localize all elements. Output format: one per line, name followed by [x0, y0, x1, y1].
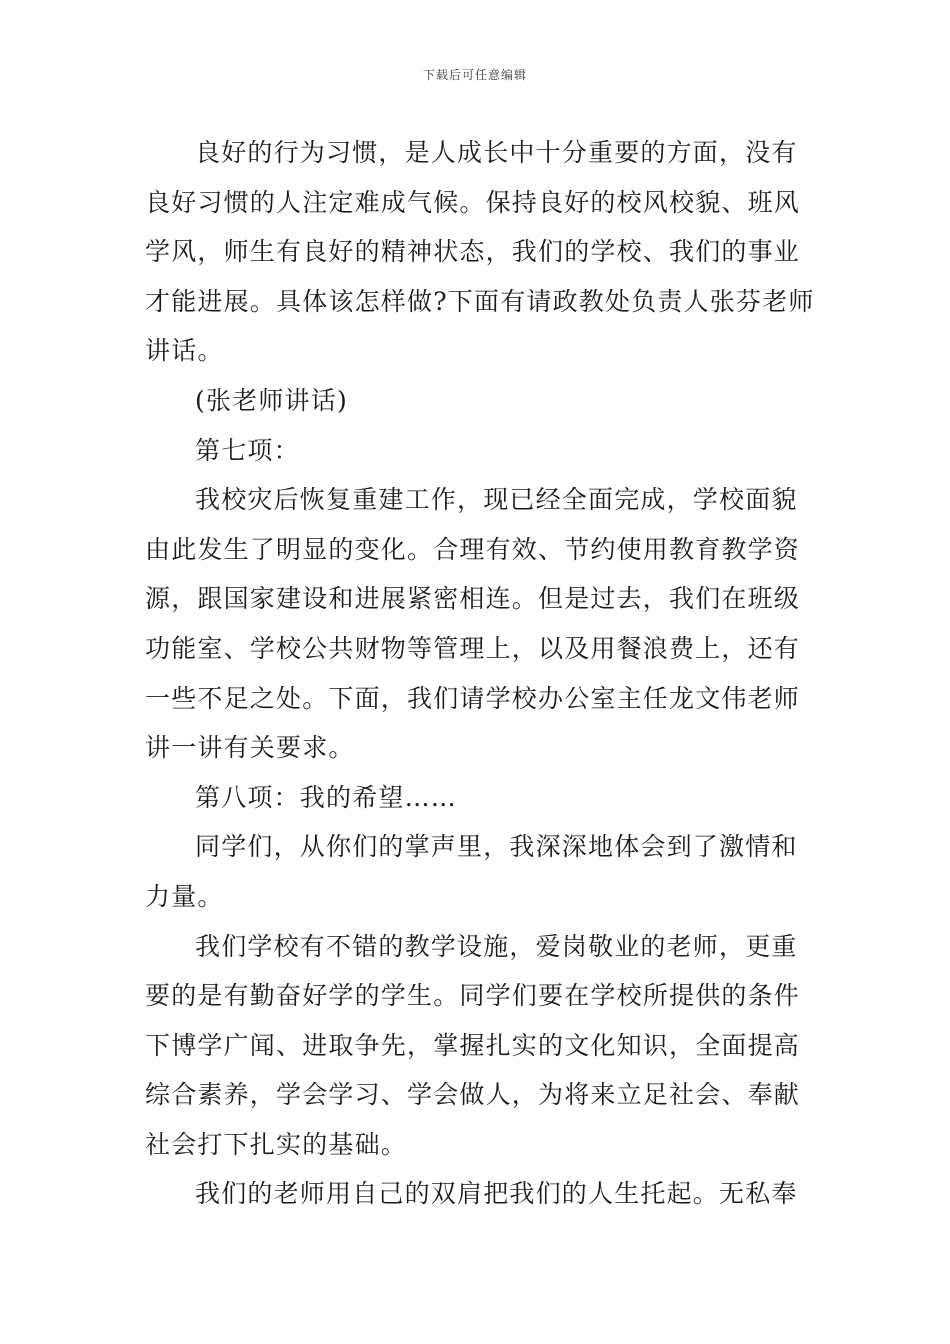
- text-line: 我们的老师用自己的双肩把我们的人生托起。无私奉: [195, 1179, 798, 1209]
- page-header-note: 下载后可任意编辑: [422, 68, 527, 82]
- paragraph-applause: [145, 822, 815, 921]
- text-line: 功能室、学校公共财物等管理上，以及用餐浪费上，还有: [145, 633, 801, 663]
- text-line: 良好的行为习惯，是人成长中十分重要的方面，没有: [195, 138, 798, 167]
- text-line: 要的是有勤奋好学的学生。同学们要在学校所提供的条件: [145, 981, 801, 1011]
- text-line: 综合素养，学会学习、学会做人，为将来立足社会、奉献: [145, 1080, 801, 1110]
- text-line: (张老师讲话): [195, 385, 348, 415]
- text-line: 讲话。: [145, 336, 224, 366]
- text-line: 才能进展。具体该怎样做?下面有请政教处负责人张芬老师: [145, 286, 815, 316]
- text-line: 良好习惯的人注定难成气候。保持良好的校风校貌、班风: [145, 187, 801, 217]
- text-line: 社会打下扎实的基础。: [145, 1129, 408, 1159]
- text-line: 学风，师生有良好的精神状态，我们的学校、我们的事业: [145, 237, 801, 267]
- text-line: 由此发生了明显的变化。合理有效、节约使用教育教学资: [145, 534, 801, 564]
- text-line: 同学们，从你们的掌声里，我深深地体会到了激情和: [195, 832, 798, 862]
- paragraph-school-facilities: [145, 922, 815, 1170]
- text-line: 第七项：: [195, 435, 300, 465]
- text-line: 我校灾后恢复重建工作，现已经全面完成，学校面貌: [195, 485, 798, 515]
- text-line: 下博学广闻、进取争先，掌握扎实的文化知识，全面提高: [145, 1030, 801, 1060]
- item-eight-heading: [145, 773, 815, 823]
- paragraph-teacher-zhang-speech: [145, 376, 815, 426]
- document-body: [145, 128, 815, 1219]
- paragraph-behavior-habits: [145, 128, 815, 376]
- text-line: 一些不足之处。下面，我们请学校办公室主任龙文伟老师: [145, 683, 801, 713]
- text-line: 我们学校有不错的教学设施，爱岗敬业的老师，更重: [195, 931, 798, 961]
- paragraph-reconstruction: [145, 475, 815, 773]
- item-seven-heading: [145, 426, 815, 476]
- paragraph-teachers-shoulders: [145, 1169, 815, 1219]
- text-line: 源，跟国家建设和进展紧密相连。但是过去，我们在班级: [145, 584, 801, 614]
- text-line: 第八项：我的希望……: [195, 782, 458, 812]
- text-line: 力量。: [145, 881, 224, 911]
- text-line: 讲一讲有关要求。: [145, 733, 355, 763]
